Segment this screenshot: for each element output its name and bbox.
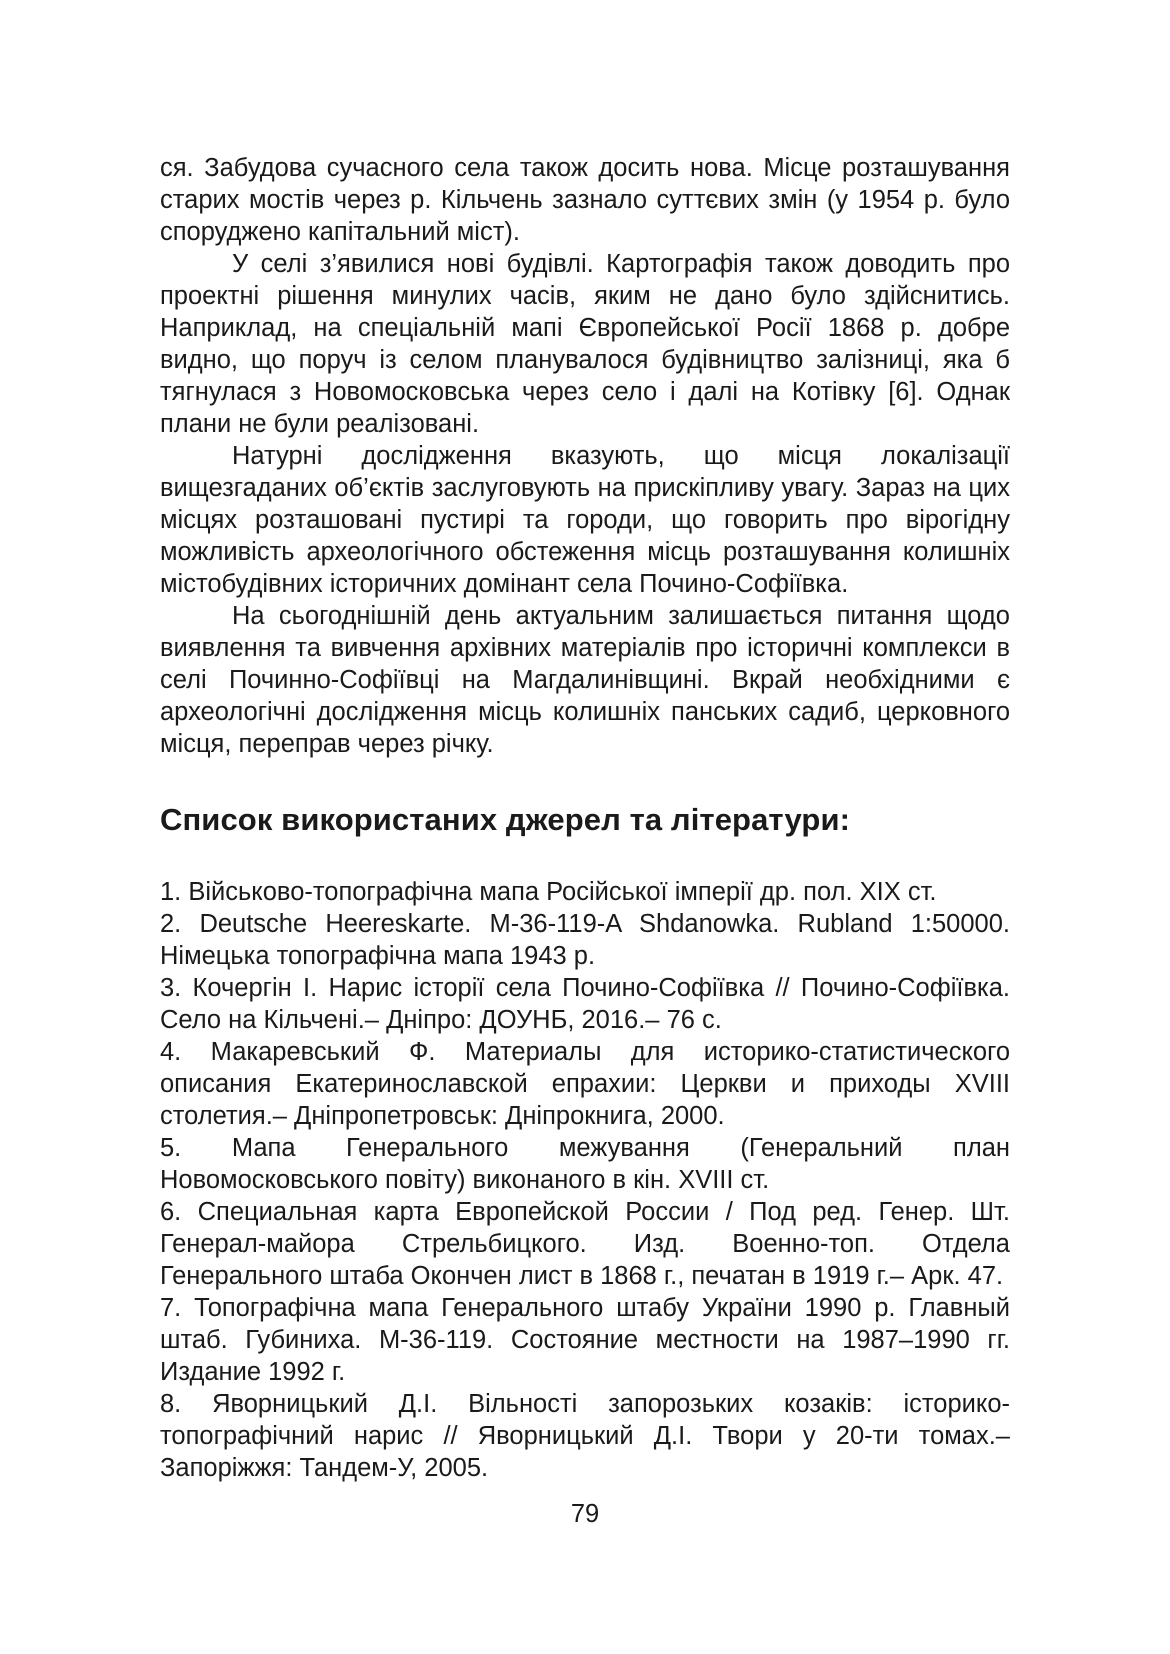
document-page <box>160 152 1010 1530</box>
paragraph: У селі з’явилися нові будівлі. Картографія також доводить про проектні рішення минулих часів, яким не дано було здійснитись. Наприклад, на спеціальній мапі Європейської Росії 1868 р. добре видно, що поруч із селом планувалося будівництво залізниці, яка б тягнулася з Новомосковська через село і далі на Котівку [6]. Однак плани не були реалізовані. <box>160 250 1010 438</box>
reference-item: 7. Топографічна мапа Генерального штабу України 1990 р. Главный штаб. Губиниха. M-36-119. Состояние местности на 1987–1990 гг. Издание 1992 г. <box>160 1294 1010 1386</box>
references-heading: Список використаних джерел та літератури: <box>160 802 851 837</box>
reference-item: 5. Мапа Генерального межування (Генеральний план Новомосковського повіту) виконаного в кін. XVIII ст. <box>160 1134 1010 1194</box>
references-list <box>160 876 1010 1484</box>
body-text <box>160 152 1010 760</box>
reference-item: 3. Кочергін І. Нарис історії села Почино-Софіївка // Почино-Софіївка. Село на Кільчені.– Дніпро: ДОУНБ, 2016.– 76 с. <box>160 974 1010 1034</box>
reference-item: 6. Специальная карта Европейской России / Под ред. Генер. Шт. Генерал-майора Стрельбицкого. Изд. Военно-топ. Отдела Генерального штаба Окончен лист в 1868 г., печатан в 1919 г.– Арк. 47. <box>160 1198 1010 1290</box>
page-number: 79 <box>570 1500 600 1528</box>
paragraph: ся. Забудова сучасного села також досить нова. Місце розташування старих мостів через р. Кільчень зазнало суттєвих змін (у 1954 р. було споруджено капітальний міст). <box>160 154 1010 246</box>
reference-item: 2. Deutsche Heereskarte. M-36-119-A Shdanowka. Rubland 1:50000. Німецька топографічна мапа 1943 р. <box>160 910 1010 970</box>
paragraph: На сьогоднішній день актуальним залишається питання щодо виявлення та вивчення архівних матеріалів про історичні комплекси в селі Починно-Софіївці на Магдалинівщині. Вкрай необхідними є археологічні дослідження місць колишніх панських садиб, церковного місця, переправ через річку. <box>160 602 1010 758</box>
reference-item: 4. Макаревський Ф. Материалы для историко-статистического описания Екатеринославской епрахии: Церкви и приходы XVIII столетия.– Дніпропетровськ: Дніпрокнига, 2000. <box>160 1038 1010 1130</box>
paragraph: Натурні дослідження вказують, що місця локалізації вищезгаданих об’єктів заслуговують на прискіпливу увагу. Зараз на цих місцях розташовані пустирі та городи, що говорить про вірогідну можливість археологічного обстеження місць розташування колишніх містобудівних історичних домінант села Почино-Софіївка. <box>160 442 1010 598</box>
reference-item: 8. Яворницький Д.І. Вільності запорозьких козаків: історико-топографічний нарис // Яворницький Д.І. Твори у 20-ти томах.– Запоріжжя: Тандем-У, 2005. <box>160 1390 1010 1482</box>
reference-item: 1. Військово-топографічна мапа Російської імперії др. пол. XIX ст. <box>160 878 937 906</box>
